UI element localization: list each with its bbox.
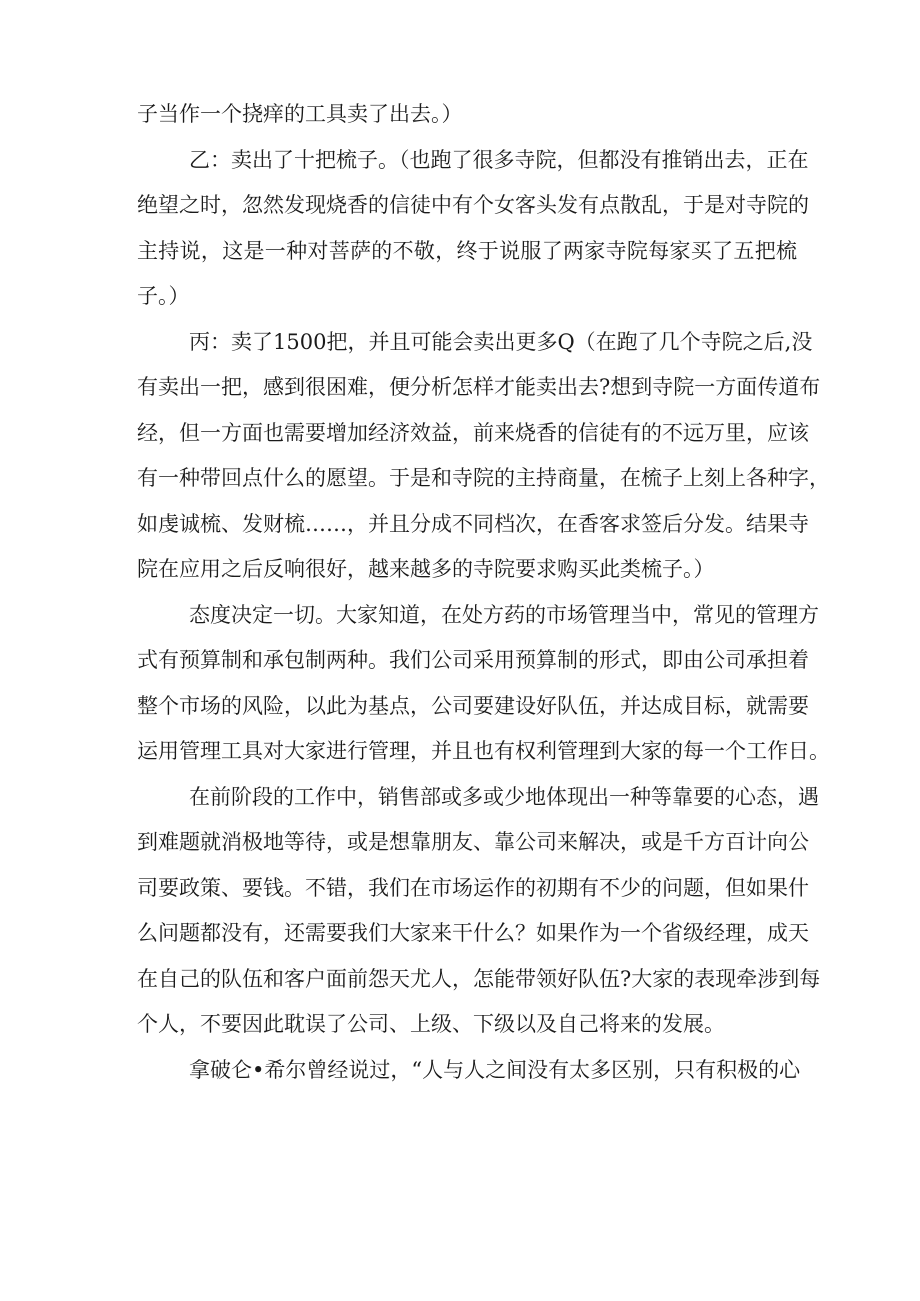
text-line: 子当作一个挠痒的工具卖了出去。）: [137, 102, 463, 126]
text-line: 在自己的队伍和客户面前怨天尤人，怎能带领好队伍?大家的表现牵涉到每: [137, 966, 821, 991]
text-line: 整个市场的风险，以此为基点，公司要建设好队伍，并达成目标，就需要: [137, 693, 809, 718]
text-line: 乙：卖出了十把梳子。（也跑了很多寺院，但都没有推销出去，正在: [189, 147, 809, 172]
text-line: 如虔诚梳、发财梳……，并且分成不同档次，在香客求签后分发。结果寺: [137, 511, 809, 536]
text-line: 有卖出一把，感到很困难，便分析怎样才能卖出去?想到寺院一方面传道布: [137, 375, 821, 399]
document-body: [137, 92, 830, 1093]
text-line: 子。）: [137, 284, 190, 308]
text-line: 态度决定一切。大家知道，在处方药的市场管理当中，常见的管理方: [189, 602, 819, 627]
text-line: 主持说，这是一种对菩萨的不敬，终于说服了两家寺院每家买了五把梳: [137, 238, 797, 263]
text-line: 式有预算制和承包制两种。我们公司采用预算制的形式，即由公司承担着: [137, 648, 809, 672]
text-line: 到难题就消极地等待，或是想靠朋友、靠公司来解决，或是千方百计向公: [137, 830, 809, 854]
text-line: 经，但一方面也需要增加经济效益，前来烧香的信徒有的不远万里，应该: [137, 420, 809, 445]
text-line: 运用管理工具对大家进行管理，并且也有权利管理到大家的每一个工作日。: [137, 739, 830, 763]
text-line: 丙：卖了1500把，并且可能会卖出更多Q（在跑了几个寺院之后,没: [189, 329, 813, 354]
text-line: 有一种带回点什么的愿望。于是和寺院的主持商量，在梳子上刻上各种字，: [137, 466, 830, 490]
text-line: 拿破仑•希尔曾经说过，“人与人之间没有太多区别，只有积极的心: [189, 1057, 801, 1082]
text-line: 个人，不要因此耽误了公司、上级、下级以及自己将来的发展。: [137, 1012, 725, 1036]
text-line: 么问题都没有，还需要我们大家来干什么？如果作为一个省级经理，成天: [137, 921, 809, 945]
text-line: 绝望之时，忽然发现烧香的信徒中有个女客头发有点散乱，于是对寺院的: [137, 193, 809, 217]
text-line: 院在应用之后反响很好，越来越多的寺院要求购买此类梳子。）: [137, 557, 715, 581]
text-line: 在前阶段的工作中，销售部或多或少地体现出一种等靠要的心态，遇: [189, 784, 819, 809]
text-line: 司要政策、要钱。不错，我们在市场运作的初期有不少的问题，但如果什: [137, 875, 809, 900]
